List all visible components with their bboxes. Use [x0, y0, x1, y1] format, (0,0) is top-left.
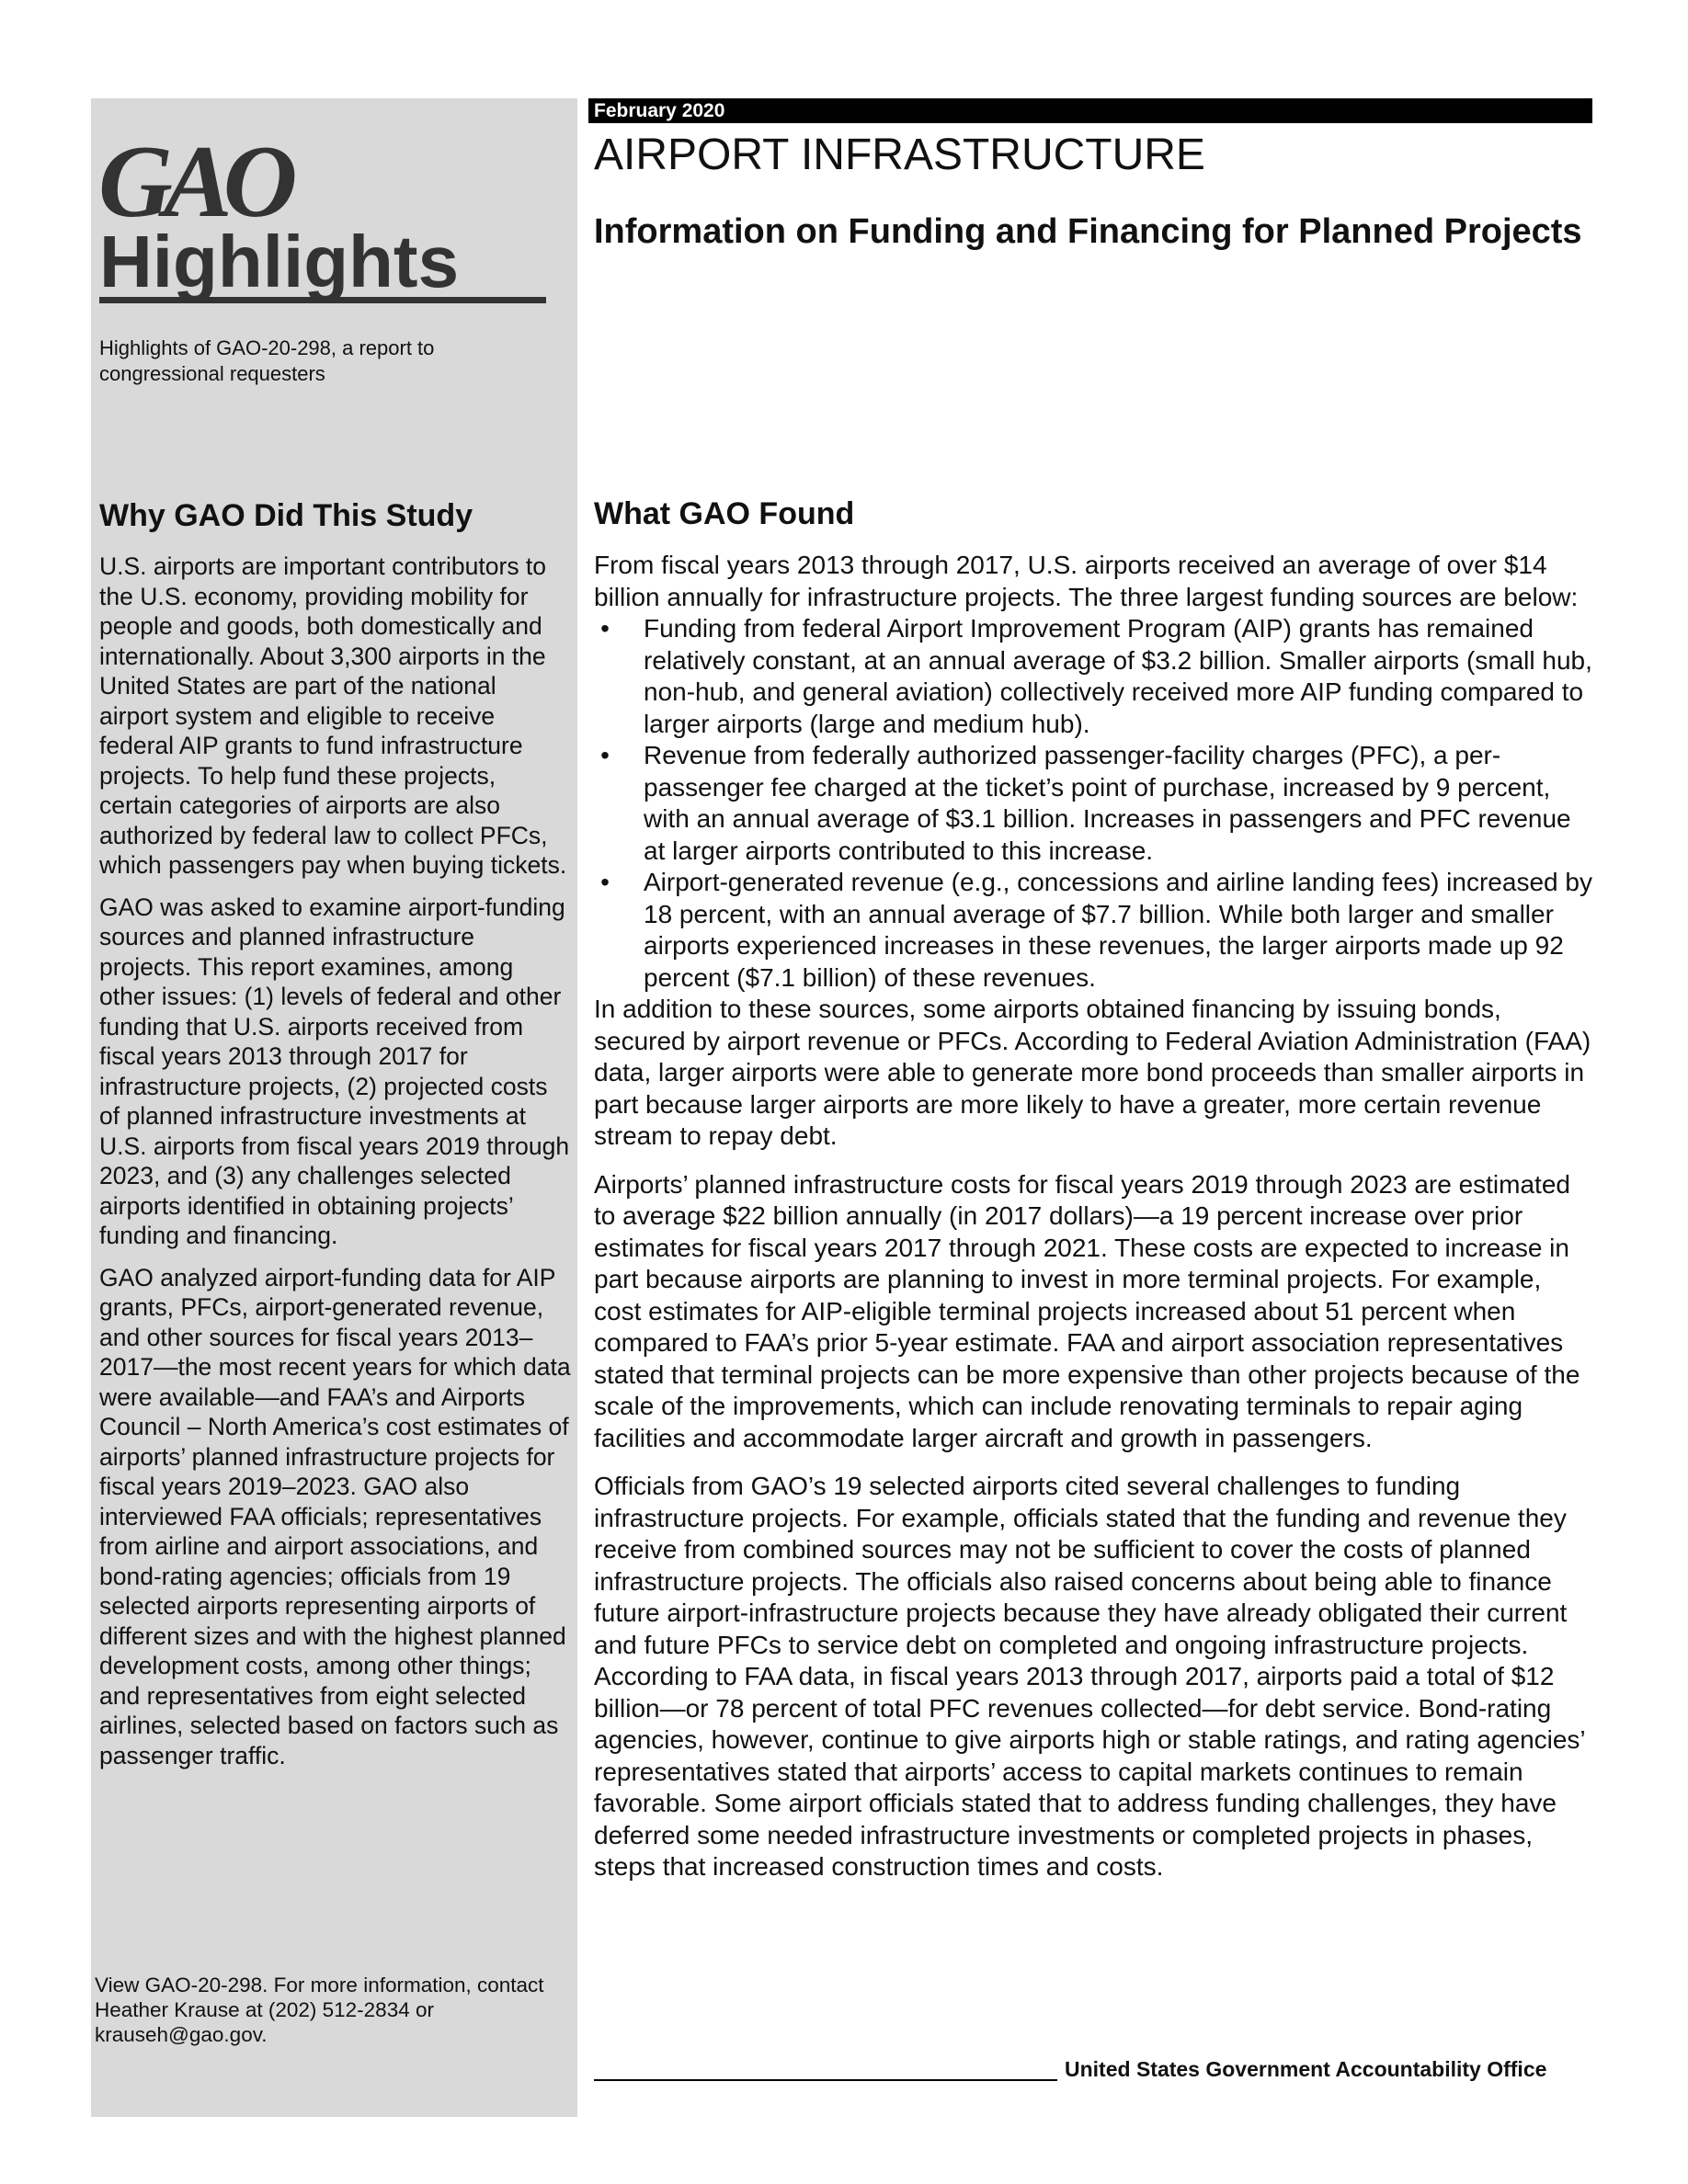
bullet-icon: •: [600, 868, 610, 896]
bonds-paragraph: In addition to these sources, some airports obtained financing by issuing bonds, secured by airport revenue or PFCs. According to Federal Aviation Administration (FAA) data, larger airports were able to generate more bond proceeds than smaller airports in part because larger airports are more likely to have a greater, more certain revenue stream to repay debt.: [594, 995, 1591, 1150]
list-item: [594, 613, 1592, 740]
list-item-text: Revenue from federally authorized passenger-facility charges (PFC), a per-passenger fee charged at the ticket’s point of purchase, increased by 9 percent, with an annual average of $3.1 billion. Increases in passengers and PFC revenue at larger airports contributed to this increase.: [644, 741, 1571, 865]
why-paragraph: GAO analyzed airport-funding data for AIP grants, PFCs, airport-generated revenue, and other sources for fiscal years 2013–2017—the most recent years for which data were available—and FAA’s and Airports Council – North America’s cost estimates of airports’ planned infrastructure projects for fiscal years 2019–2023. GAO also interviewed FAA officials; representatives from airline and airport associations, and bond-rating agencies; officials from 19 selected airports representing airports of different sizes and with the highest planned development costs, among other things; and representatives from eight selected airlines, selected based on factors such as passenger traffic.: [99, 1263, 571, 1769]
why-paragraph: GAO was asked to examine airport-funding sources and planned infrastructure projects. This report examines, among other issues: (1) levels of federal and other funding that U.S. airports received from fiscal years 2013 through 2017 for infrastructure projects, (2) projected costs of planned infrastructure investments at U.S. airports from fiscal years 2019 through 2023, and (3) any challenges selected airports identified in obtaining projects’ funding and financing.: [99, 893, 570, 1249]
list-item: [594, 740, 1592, 867]
contact-info: View GAO-20-298. For more information, contact Heather Krause at (202) 512-2834 or krauseh@gao.gov.: [95, 1974, 544, 2046]
costs-paragraph: Airports’ planned infrastructure costs for fiscal years 2019 through 2023 are estimated to average $22 billion annually (in 2017 dollars)—a 19 percent increase over prior estimates for fiscal years 2017 through 2021. These costs are expected to increase in part because airports are planning to invest in more terminal projects. For example, cost estimates for AIP-eligible terminal projects increased about 51 percent when compared to FAA’s prior 5-year estimate. FAA and airport association representatives stated that terminal projects can be more expensive than other projects because of the scale of the improvements, which can include renovating terminals to repair aging facilities and accommodate larger aircraft and growth in passengers.: [594, 1169, 1580, 1452]
list-item-text: Airport-generated revenue (e.g., concessions and airline landing fees) increased by 18 percent, with an annual average of $7.7 billion. While both larger and smaller airports experienced increases in these revenues, the larger airports made up 92 percent ($7.1 billion) of these revenues.: [644, 868, 1592, 992]
found-heading: What GAO Found: [594, 496, 855, 531]
date-banner: February 2020: [588, 98, 1592, 123]
found-body: [594, 550, 1592, 1883]
highlights-logo: Highlights: [99, 221, 546, 303]
bullet-icon: •: [600, 614, 610, 643]
report-subtitle: Highlights of GAO-20-298, a report to congressional requesters: [99, 336, 435, 385]
why-paragraph: U.S. airports are important contributors to the U.S. economy, providing mobility for people and goods, both domestically and internationally. About 3,300 airports in the United States are part of the national airport system and eligible to receive federal AIP grants to fund infrastructure projects. To help fund these projects, certain categories of airports are also authorized by federal law to collect PFCs, which passengers pay when buying tickets.: [99, 552, 567, 879]
why-heading: Why GAO Did This Study: [99, 498, 473, 533]
intro-paragraph: From fiscal years 2013 through 2017, U.S. airports received an average of over $14 billion annually for infrastructure projects. The three largest funding sources are below:: [594, 551, 1579, 611]
gao-logo: GAO: [98, 125, 289, 239]
challenges-paragraph: Officials from GAO’s 19 selected airports cited several challenges to funding infrastructure projects. For example, officials stated that the funding and revenue they receive from combined sources may not be sufficient to cover the costs of planned infrastructure projects. The officials also raised concerns about being able to finance future airport-infrastructure projects because they have already obligated their current and future PFCs to service debt on completed and ongoing infrastructure projects. According to FAA data, in fiscal years 2013 through 2017, airports paid a total of $12 billion—or 78 percent of total PFC revenues collected—for debt service. Bond-rating agencies, however, continue to give airports high or stable ratings, and rating agencies’ representatives stated that airports’ access to capital markets continues to remain favorable. Some airport officials stated that to address funding challenges, they have deferred some needed infrastructure investments or completed projects in phases, steps that increased construction times and costs.: [594, 1472, 1585, 1881]
page-title: AIRPORT INFRASTRUCTURE: [594, 131, 1205, 179]
bullet-icon: •: [600, 741, 610, 769]
footer-agency: United States Government Accountability Office: [1065, 2057, 1547, 2081]
why-body: [99, 552, 571, 1782]
list-item: [594, 867, 1592, 994]
list-item-text: Funding from federal Airport Improvement Program (AIP) grants has remained relatively constant, at an annual average of $3.2 billion. Smaller airports (small hub, non-hub, and general aviation) collectively received more AIP funding compared to larger airports (large and medium hub).: [644, 614, 1592, 738]
funding-sources-list: [594, 613, 1592, 994]
footer-rule: [594, 2079, 1057, 2081]
page-subtitle: Information on Funding and Financing for Planned Projects: [594, 212, 1582, 251]
